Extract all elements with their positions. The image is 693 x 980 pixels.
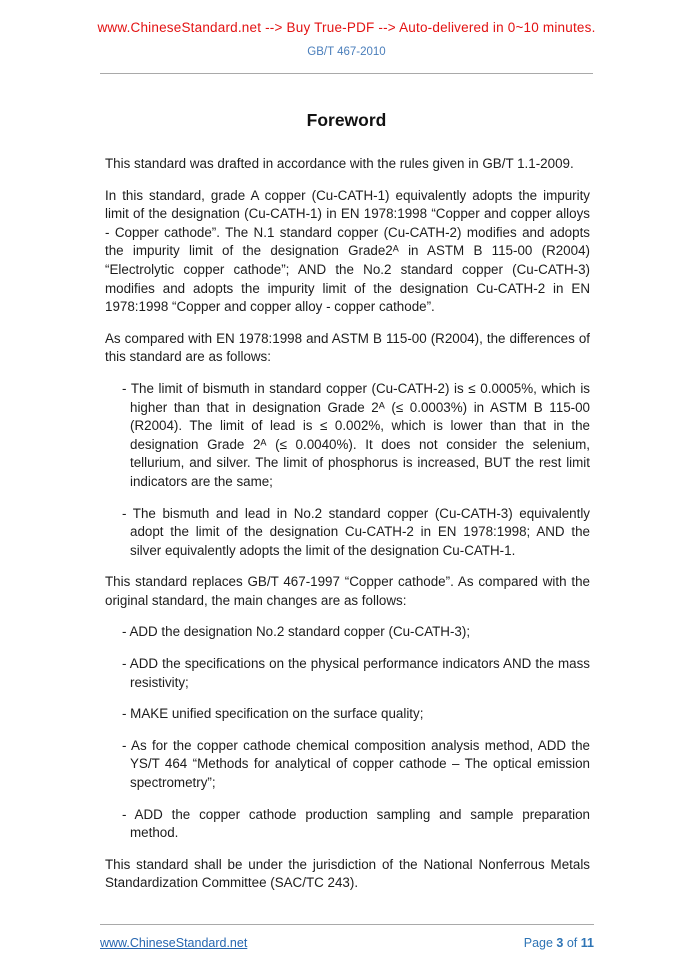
bullet-item: - The bismuth and lead in No.2 standard copper (Cu-CATH-3) equivalently adopt the limit of the designation Cu-CATH-2 in EN 1978:1998; AND the silver equivalently adopts the limit of the designation Cu-CATH-1. [122, 505, 590, 558]
promo-banner-text: www.ChineseStandard.net --> Buy True-PDF --> Auto-delivered in 0~10 minutes. [97, 20, 596, 35]
paragraph: This standard shall be under the jurisdiction of the National Nonferrous Metals Standardization Committee (SAC/TC 243). [105, 856, 590, 891]
page-title: Foreword [306, 110, 387, 130]
bullet-item: - MAKE unified specification on the surface quality; [122, 706, 424, 722]
footer-row [100, 925, 594, 950]
page-word: Page [523, 936, 553, 950]
paragraph: This standard replaces GB/T 467-1997 “Copper cathode”. As compared with the original standard, the main changes are as follows: [105, 574, 590, 608]
paragraph: As compared with EN 1978:1998 and ASTM B 115-00 (R2004), the differences of this standard are as follows: [105, 330, 590, 365]
bullet-item: - ADD the specifications on the physical performance indicators AND the mass resistivity; [122, 656, 590, 690]
bullet-item: - ADD the designation No.2 standard copper (Cu-CATH-3); [122, 624, 471, 640]
page-header [0, 0, 693, 74]
document-body [105, 155, 590, 893]
paragraph: This standard was drafted in accordance with the rules given in GB/T 1.1-2009. [105, 156, 574, 171]
page-footer [100, 924, 594, 950]
paragraph: In this standard, grade A copper (Cu-CATH-1) equivalently adopts the impurity limit of the designation (Cu-CATH-1) in EN 1978:1998 “Copper and copper alloys - Copper cathode”. The N.1 standard copper (Cu-CATH-2) modifies and adopts the impurity limit of the designation Grade2ᴬ in ASTM B 115-00 (R2004) “Electrolytic copper cathode”; AND the No.2 standard copper (Cu-CATH-3) modifies and adopts the impurity limit of the designation Cu-CATH-2 in EN 1978:1998 “Copper and copper alloy - copper cathode”. [105, 187, 590, 315]
bullet-item: - As for the copper cathode chemical composition analysis method, ADD the YS/T 464 “Methods for analytical of copper cathode – The optical emission spectrometry”; [122, 737, 590, 791]
current-page-number: 3 [556, 936, 564, 950]
bullet-item: - ADD the copper cathode production sampling and sample preparation method. [122, 806, 590, 841]
header-divider [100, 73, 593, 74]
total-page-number: 11 [580, 936, 594, 950]
footer-website-link[interactable]: www.ChineseStandard.net [100, 936, 248, 950]
bullet-item: - The limit of bismuth in standard copper (Cu-CATH-2) is ≤ 0.0005%, which is higher than that in designation Grade 2ᴬ (≤ 0.0003%) in ASTM B 115-00 (R2004). The limit of lead is ≤ 0.002%, which is lower than that in the designation Grade 2ᴬ (≤ 0.0040%). It does not consider the selenium, tellurium, and silver. The limit of phosphorus is increased, BUT the rest limit indicators are the same; [122, 380, 590, 489]
standard-number: GB/T 467-2010 [307, 46, 386, 58]
of-word: of [566, 936, 578, 950]
page-number-label [524, 936, 594, 950]
